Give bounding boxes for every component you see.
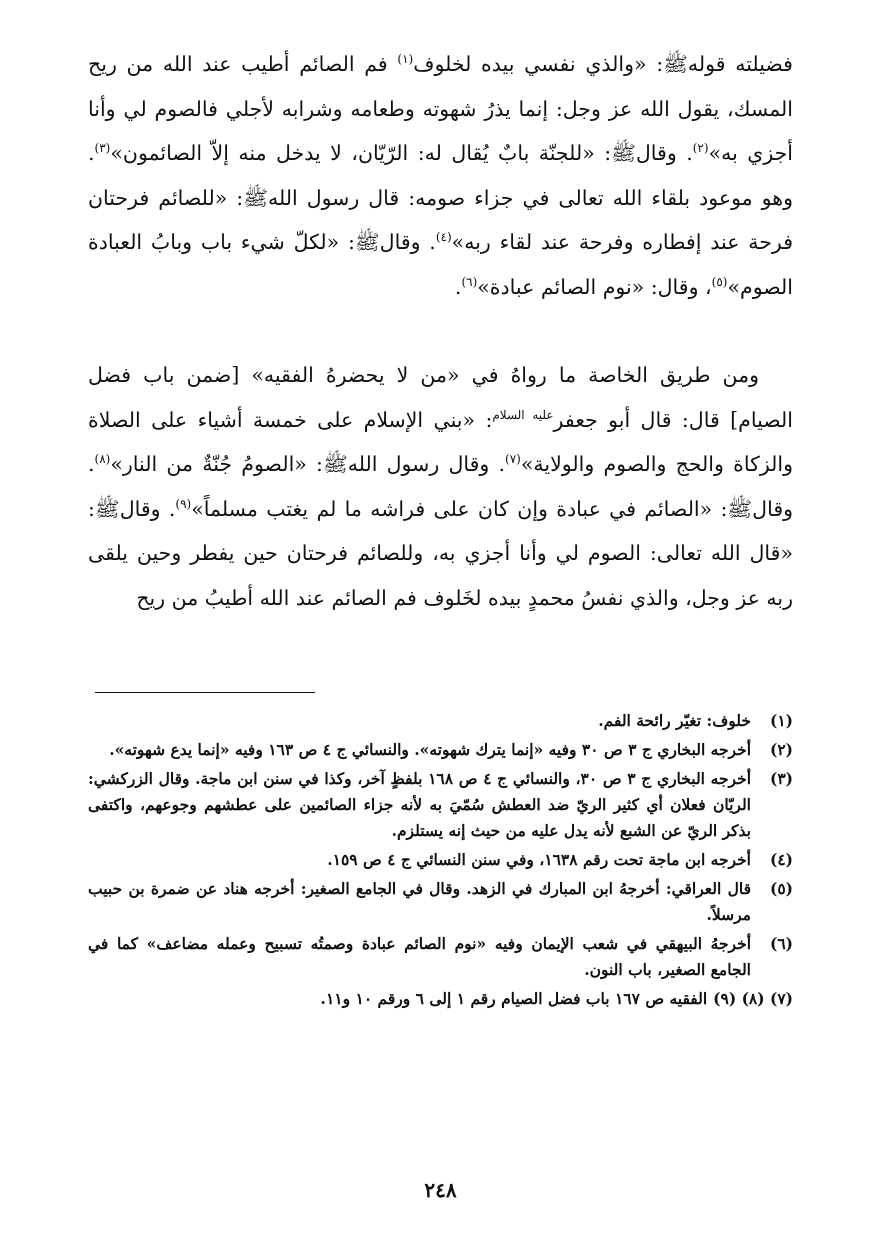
honorific-saw: ﷺ bbox=[94, 496, 120, 521]
footnote-number: (٦) bbox=[769, 934, 793, 953]
footnote-text: قال العراقي: أخرجهُ ابن المبارك في الزهد. وقال في الجامع الصغير: أخرجه هناد عن ضمرة بن حبيب مرسلاً. bbox=[88, 879, 751, 924]
footnote-number: (٤) bbox=[769, 850, 793, 869]
footnote-6 bbox=[88, 931, 793, 983]
footnote-text: أخرجهُ البيهقي في شعب الإيمان وفيه «نوم الصائم عبادة وصمتُه تسبيح وعمله مضاعف» كما في الجامع الصغير، باب النون. bbox=[88, 934, 751, 979]
paragraph-2: ومن طريق الخاصة ما رواهُ في «من لا يحضرهُ الفقيه» [ضمن باب فضل الصيام] قال: قال أبو جعفر$^{عليه السلام}$: «بني الإسلام على خمسة أشياء على الصلاة والزكاة والحج والصوم والولاية»$^{(٧)}$. وقال رسول اللهﷺ: «الصومُ جُنّةٌ من النار»$^{(٨)}$. وقالﷺ: «الصائم في عبادة وإن كان على فراشه ما لم يغتب مسلماً»$^{(٩)}$. وقالﷺ: «قال الله تعالى: الصوم لي وأنا أجزي به، وللصائم فرحتان حين يفطر وحين يلقى ربه عز وجل، والذي نفسُ محمدٍ بيده لخَلوف فم الصائم عند الله أطيبُ من ريح bbox=[88, 363, 794, 610]
paragraph-1: فضيلته قولهﷺ: «والذي نفسي بيده لخلوف$^{(١)}$ فم الصائم أطيب عند الله من ريح المسك، يقول الله عز وجل: إنما يذرُ شهوته وطعامه وشرابه لأجلي فالصوم لي وأنا أجزي به»$^{(٢)}$. وقالﷺ: «للجنّة بابٌ يُقال له: الرّيّان، لا يدخل منه إلاّ الصائمون»$^{(٣)}$. وهو موعود بلقاء الله تعالى في جزاء صومه: قال رسول اللهﷺ: «للصائم فرحتان فرحة عند إفطاره وفرحة عند لقاء ربه»$^{(٤)}$. وقالﷺ: «لكلّ شيء باب وبابُ العبادة الصوم»$^{(٥)}$، وقال: «نوم الصائم عبادة»$^{(٦)}$. bbox=[88, 52, 794, 299]
footnote-ref: (١) bbox=[397, 52, 414, 67]
footnote-ref: (٣) bbox=[94, 141, 111, 156]
footnote-number: (١) bbox=[769, 711, 793, 730]
footnote-3 bbox=[88, 766, 793, 844]
honorific-saw: ﷺ bbox=[611, 141, 636, 165]
footnote-2 bbox=[88, 737, 793, 763]
footnote-ref: (٩) bbox=[175, 496, 192, 511]
footnote-number: (٢) bbox=[769, 740, 793, 759]
honorific-saw: ﷺ bbox=[354, 230, 380, 254]
footnote-1 bbox=[88, 708, 793, 734]
footnote-text: أخرجه البخاري ج ٣ ص ٣٠، والنسائي ج ٤ ص ١٦٨ بلفظٍ آخر، وكذا في سنن ابن ماجة. وقال الزركشي: الريّان فعلان أي كثير الريّ ضد العطش سُمّيَ به لأنه جزاء الصائمين على عطشهم وجوعهم، واكتفى بذكر الريّ عن الشبع لأنه يدل عليه من حيث إنه يستلزم. bbox=[88, 769, 751, 840]
footnote-4 bbox=[88, 847, 793, 873]
page-number: ٢٤٨ bbox=[424, 1178, 457, 1202]
honorific-as: عليه السلام bbox=[492, 407, 554, 422]
footnote-5 bbox=[88, 876, 793, 928]
footnote-divider bbox=[95, 692, 315, 693]
footnote-ref: (٢) bbox=[692, 141, 709, 156]
honorific-saw: ﷺ bbox=[727, 496, 753, 521]
footnote-text: خلوف: تغيّر رائحة الفم. bbox=[598, 711, 751, 730]
footnote-text: أخرجه ابن ماجة تحت رقم ١٦٣٨، وفي سنن النسائي ج ٤ ص ١٥٩. bbox=[327, 850, 751, 869]
footnote-text: الفقيه ص ١٦٧ باب فضل الصيام رقم ١ إلى ٦ ورقم ١٠ و١١. bbox=[320, 989, 708, 1008]
honorific-saw: ﷺ bbox=[243, 185, 268, 210]
footnote-number: (٥) bbox=[769, 879, 793, 898]
footnote-ref: (٦) bbox=[461, 274, 478, 289]
main-text bbox=[88, 42, 793, 620]
footnote-ref: (٤) bbox=[435, 230, 452, 245]
footnote-ref: (٧) bbox=[505, 452, 521, 467]
footnote-7-8-9 bbox=[88, 986, 793, 1012]
footnote-number: (٣) bbox=[769, 769, 793, 788]
footnote-number: (٧) (٨) (٩) bbox=[713, 989, 793, 1008]
footnote-text: أخرجه البخاري ج ٣ ص ٣٠ وفيه «إنما يترك شهوته». والنسائي ج ٤ ص ١٦٣ وفيه «إنما يدع شهوته». bbox=[109, 740, 751, 759]
honorific-saw: ﷺ bbox=[322, 452, 348, 476]
honorific-saw: ﷺ bbox=[663, 52, 688, 76]
footnote-ref: (٥) bbox=[711, 274, 728, 289]
footnotes bbox=[88, 708, 793, 1015]
footnote-ref: (٨) bbox=[94, 452, 111, 467]
